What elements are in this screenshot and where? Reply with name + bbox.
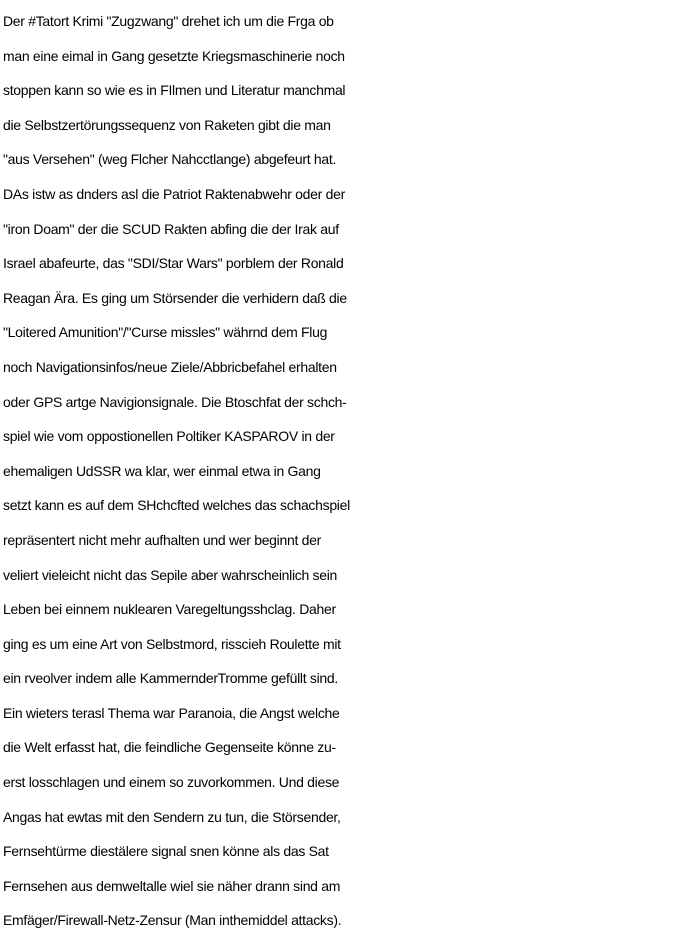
- text-line: die Welt erfasst hat, die feindliche Gegenseite könne zu-: [3, 739, 336, 756]
- text-line: DAs istw as dnders asl die Patriot Raktenabwehr oder der: [3, 185, 345, 202]
- text-line: stoppen kann so wie es in FIlmen und Literatur manchmal: [3, 82, 346, 99]
- text-line: Fernsehtürme diestälere signal snen könne als das Sat: [3, 843, 329, 860]
- text-line: Leben bei einnem nuklearen Varegeltungsshclag. Daher: [3, 601, 336, 618]
- text-line: "iron Doam" der die SCUD Rakten abfing die der Irak auf: [3, 220, 339, 237]
- text-line: man eine eimal in Gang gesetzte Kriegsmaschinerie noch: [3, 47, 345, 64]
- text-line: spiel wie vom oppostionellen Poltiker KASPAROV in der: [3, 428, 335, 445]
- text-line: Reagan Ära. Es ging um Störsender die verhidern daß die: [3, 289, 347, 306]
- text-line: oder GPS artge Navigionsignale. Die Btoschfat der schch-: [3, 393, 347, 410]
- text-line: ehemaligen UdSSR wa klar, wer einmal etwa in Gang: [3, 462, 321, 479]
- text-line: Israel abafeurte, das "SDI/Star Wars" porblem der Ronald: [3, 255, 344, 272]
- text-line: ein rveolver indem alle KammernderTromme gefüllt sind.: [3, 670, 338, 687]
- text-line: "aus Versehen" (weg Flcher Nahcctlange) abgefeurt hat.: [3, 151, 337, 168]
- text-line: Ein wieters terasl Thema war Paranoia, die Angst welche: [3, 704, 340, 721]
- text-line: Der #Tatort Krimi "Zugzwang" drehet ich um die Frga ob: [3, 13, 334, 29]
- text-paragraph: [3, 4, 684, 938]
- text-line: die Selbstzertörungssequenz von Raketen gibt die man: [3, 116, 331, 133]
- text-line: Angas hat ewtas mit den Sendern zu tun, die Störsender,: [3, 808, 341, 825]
- text-line: setzt kann es auf dem SHchcfted welches das schachspiel: [3, 497, 350, 514]
- text-line: noch Navigationsinfos/neue Ziele/Abbricbefahel erhalten: [3, 358, 337, 375]
- text-line: "Loitered Amunition"/"Curse missles" währnd dem Flug: [3, 324, 328, 341]
- text-line: veliert vieleicht nicht das Sepile aber wahrscheinlich sein: [3, 566, 338, 583]
- text-line: Emfäger/Firewall-Netz-Zensur (Man inthemiddel attacks).: [3, 912, 342, 929]
- text-line: erst losschlagen und einem so zuvorkommen. Und diese: [3, 774, 340, 791]
- text-line: Fernsehen aus demweltalle wiel sie näher drann sind am: [3, 877, 341, 894]
- text-line: ging es um eine Art von Selbstmord, risscieh Roulette mit: [3, 635, 341, 652]
- text-line: repräsentert nicht mehr aufhalten und wer beginnt der: [3, 531, 321, 548]
